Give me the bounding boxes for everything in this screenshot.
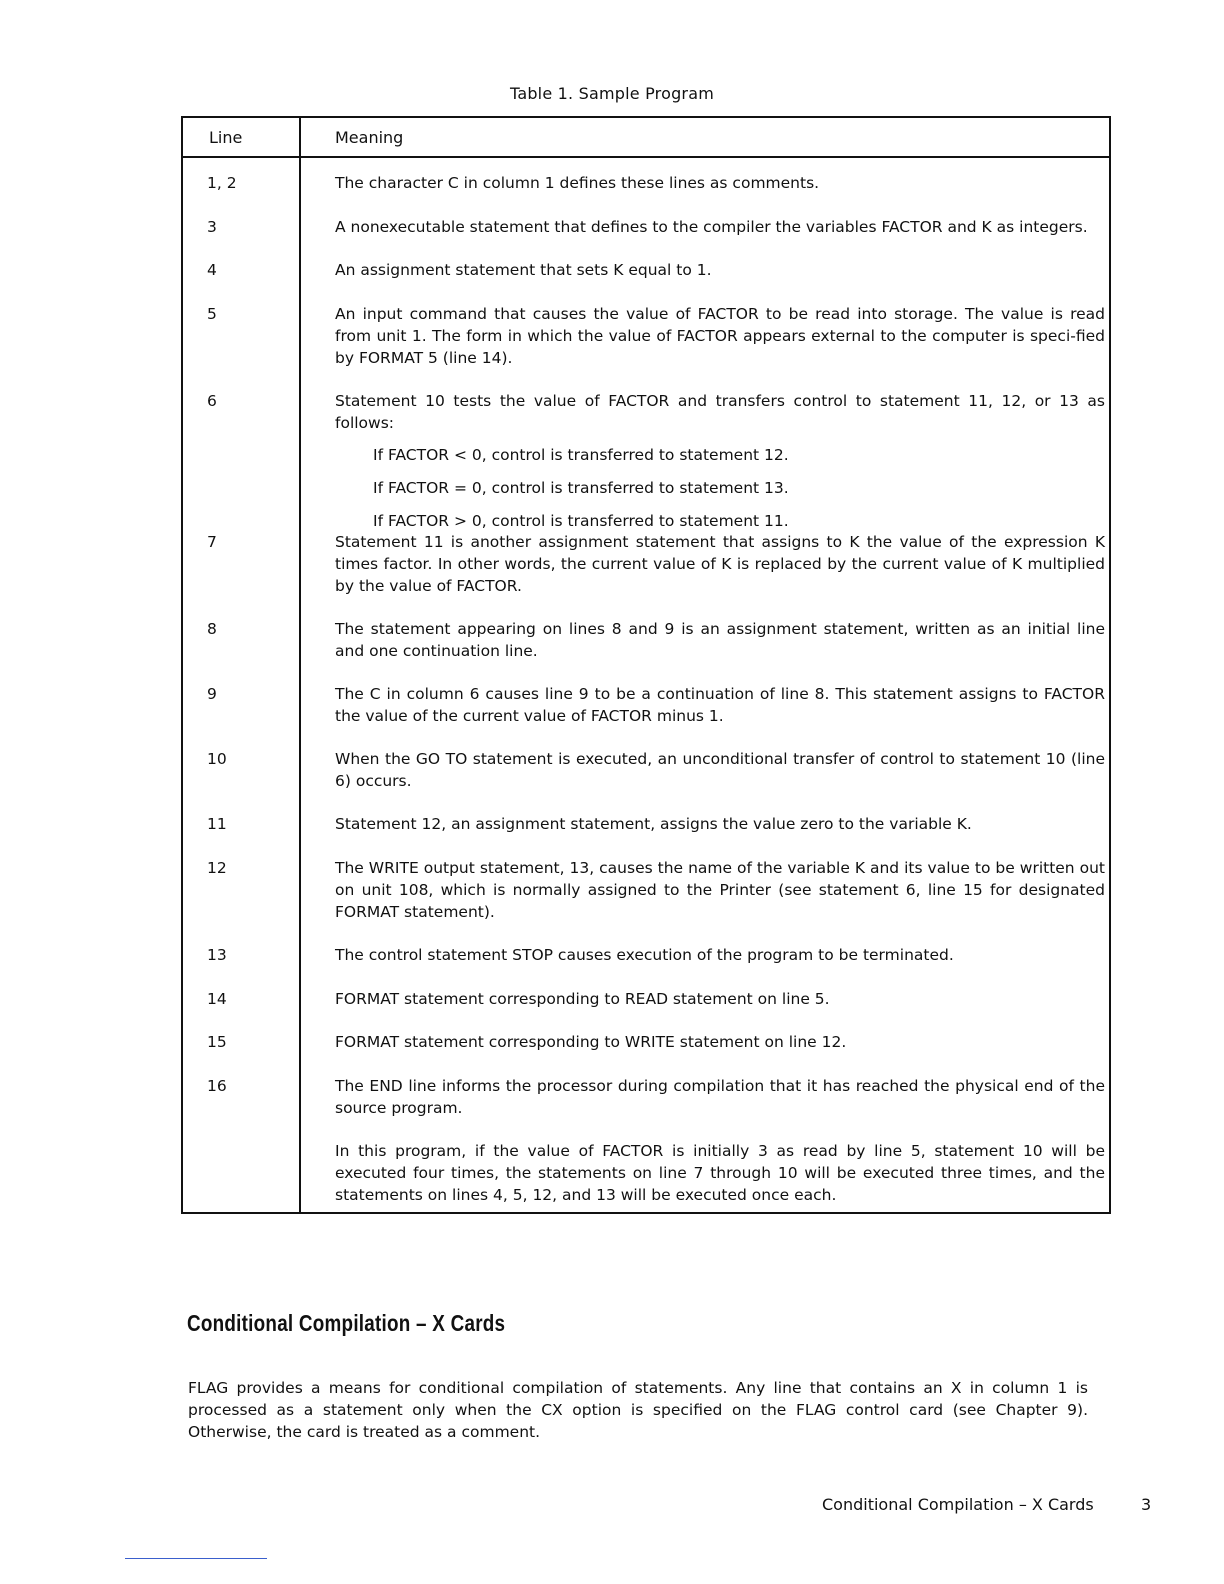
row-meaning: FORMAT statement corresponding to READ statement on line 5.	[335, 990, 830, 1008]
column-header-meaning: Meaning	[335, 128, 404, 147]
row-meaning: The WRITE output statement, 13, causes the name of the variable K and its value to be written out on unit 108, which is normally assigned to the Printer (see statement 6, line 15 for designated FORMAT statement).	[335, 859, 1105, 921]
footer-rule	[125, 1558, 267, 1559]
section-heading: Conditional Compilation – X Cards	[187, 1310, 506, 1336]
section-paragraph: FLAG provides a means for conditional compilation of statements. Any line that contains an X in column 1 is processed as a statement only when the CX option is specified on the FLAG control card (see Chapter 9). Otherwise, the card is treated as a comment.	[188, 1379, 1088, 1441]
row-line-number: 9	[207, 685, 217, 703]
row-meaning: The character C in column 1 defines these lines as comments.	[335, 174, 820, 192]
row-line-number: 1, 2	[207, 174, 237, 192]
row-line-number: 14	[207, 990, 227, 1008]
row-line-number: 7	[207, 533, 217, 551]
column-divider	[299, 118, 301, 1212]
row-meaning: A nonexecutable statement that defines to the compiler the variables FACTOR and K as integers.	[335, 218, 1088, 236]
row-meaning: When the GO TO statement is executed, an unconditional transfer of control to statement 10 (line 6) occurs.	[335, 750, 1105, 790]
condition-item: If FACTOR < 0, control is transferred to statement 12.	[373, 446, 789, 464]
header-divider	[183, 156, 1109, 158]
row-meaning: Statement 10 tests the value of FACTOR and transfers control to statement 11, 12, or 13 as follows:	[335, 392, 1105, 432]
row-meaning: The control statement STOP causes execution of the program to be terminated.	[335, 946, 954, 964]
row-line-number: 5	[207, 305, 217, 323]
row-line-number: 4	[207, 261, 217, 279]
row-line-number: 3	[207, 218, 217, 236]
row-meaning: In this program, if the value of FACTOR is initially 3 as read by line 5, statement 10 will be executed four times, the statements on line 7 through 10 will be executed three times, and the statements on lines 4, 5, 12, and 13 will be executed once each.	[335, 1142, 1105, 1204]
row-line-number: 10	[207, 750, 227, 768]
sample-program-table	[181, 116, 1111, 1214]
row-meaning: FORMAT statement corresponding to WRITE statement on line 12.	[335, 1033, 847, 1051]
row-line-number: 15	[207, 1033, 227, 1051]
row-meaning: The statement appearing on lines 8 and 9 is an assignment statement, written as an initial line and one continuation line.	[335, 620, 1105, 660]
row-meaning: Statement 12, an assignment statement, assigns the value zero to the variable K.	[335, 815, 972, 833]
row-meaning: Statement 11 is another assignment statement that assigns to K the value of the expression K times factor. In other words, the current value of K is replaced by the current value of K multiplied by the value of FACTOR.	[335, 533, 1105, 595]
row-line-number: 16	[207, 1077, 227, 1095]
row-line-number: 8	[207, 620, 217, 638]
running-footer-title: Conditional Compilation – X Cards	[822, 1495, 1094, 1514]
condition-item: If FACTOR > 0, control is transferred to statement 11.	[373, 512, 789, 530]
row-meaning: An input command that causes the value of FACTOR to be read into storage. The value is read from unit 1. The form in which the value of FACTOR appears external to the computer is speci-fied by FORMAT 5 (line 14).	[335, 305, 1105, 367]
page-number: 3	[1141, 1495, 1152, 1514]
row-line-number: 6	[207, 392, 217, 410]
row-meaning-block	[335, 390, 1105, 532]
row-meaning: The END line informs the processor during compilation that it has reached the physical end of the source program.	[335, 1077, 1105, 1117]
row-meaning: An assignment statement that sets K equal to 1.	[335, 261, 712, 279]
column-header-line: Line	[209, 128, 243, 147]
row-line-number: 11	[207, 815, 227, 833]
row-line-number: 12	[207, 859, 227, 877]
row-line-number: 13	[207, 946, 227, 964]
row-meaning: The C in column 6 causes line 9 to be a continuation of line 8. This statement assigns to FACTOR the value of the current value of FACTOR minus 1.	[335, 685, 1105, 725]
table-caption: Table 1. Sample Program	[510, 84, 714, 103]
condition-item: If FACTOR = 0, control is transferred to statement 13.	[373, 479, 789, 497]
